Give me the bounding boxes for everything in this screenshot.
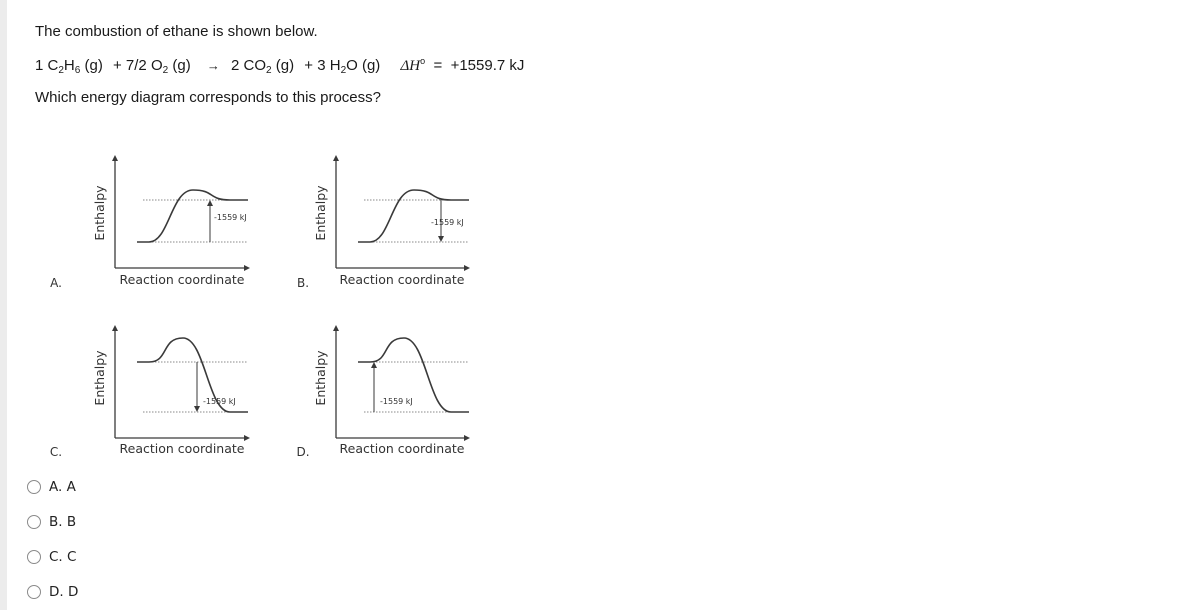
- diagram-c-y-label: Enthalpy: [92, 350, 107, 406]
- diagram-a-dh-label: -1559 kJ: [214, 213, 247, 222]
- diagram-d-x-arrowhead: [464, 435, 470, 441]
- diagram-a-letter: A.: [50, 276, 62, 290]
- energy-diagrams: [0, 120, 560, 465]
- diagram-b-y-arrowhead: [333, 155, 339, 161]
- diagram-a-x-arrowhead: [244, 265, 250, 271]
- water-term: + 3 $H_2O$ (g): [304, 57, 381, 76]
- oxygen-term: + 7/2 $O_2$ (g): [113, 57, 191, 76]
- question-prompt: Which energy diagram corresponds to this process?: [35, 89, 381, 106]
- diagram-b-x-arrowhead: [464, 265, 470, 271]
- ethane-term: 1 $C_2H_6$ (g): [35, 57, 103, 76]
- option-d-label: D. D: [49, 584, 79, 600]
- diagram-d-dh-arrowhead: [371, 362, 377, 368]
- diagram-c-y-arrowhead: [112, 325, 118, 331]
- diagram-b-curve: [358, 190, 469, 242]
- diagram-b-x-label: Reaction coordinate: [339, 272, 465, 287]
- option-b[interactable]: [27, 512, 76, 532]
- diagram-b-letter: B.: [296, 276, 310, 290]
- enthalpy-change: $\Delta H^o = +1559.7$ kJ: [400, 56, 525, 74]
- option-a-label: A. A: [49, 479, 76, 495]
- diagram-d-letter: D.: [296, 445, 310, 459]
- option-c-label: C. C: [49, 549, 77, 565]
- reaction-equation: [35, 56, 524, 75]
- diagram-c-x-arrowhead: [244, 435, 250, 441]
- radio-a[interactable]: [27, 480, 41, 494]
- radio-c[interactable]: [27, 550, 41, 564]
- option-c[interactable]: [27, 547, 76, 567]
- diagram-c-dh-label: -1559 kJ: [203, 397, 236, 406]
- diagram-d-curve: [358, 338, 469, 412]
- diagram-b-y-label: Enthalpy: [313, 185, 328, 241]
- question-intro: The combustion of ethane is shown below.: [35, 23, 318, 40]
- diagram-a-x-label: Reaction coordinate: [119, 272, 245, 287]
- diagram-d-dh-label: -1559 kJ: [380, 397, 413, 406]
- diagram-a-y-arrowhead: [112, 155, 118, 161]
- diagram-b-dh-arrowhead: [438, 236, 444, 242]
- diagram-d-y-arrowhead: [333, 325, 339, 331]
- diagram-a-dh-arrowhead: [207, 200, 213, 206]
- diagram-c-x-label: Reaction coordinate: [119, 441, 245, 456]
- diagram-b-dh-label: -1559 kJ: [431, 218, 464, 227]
- radio-d[interactable]: [27, 585, 41, 599]
- diagram-c-letter: C.: [49, 445, 63, 459]
- co2-term: 2 $CO_2$ (g): [231, 57, 295, 76]
- option-d[interactable]: [27, 582, 78, 602]
- radio-b[interactable]: [27, 515, 41, 529]
- diagram-a-y-label: Enthalpy: [92, 185, 107, 241]
- reaction-arrow: →: [206, 58, 220, 73]
- diagram-d-y-label: Enthalpy: [313, 350, 328, 406]
- option-a[interactable]: [27, 477, 76, 497]
- diagram-d-x-label: Reaction coordinate: [339, 441, 465, 456]
- diagram-c-dh-arrowhead: [194, 406, 200, 412]
- option-b-label: B. B: [49, 514, 77, 530]
